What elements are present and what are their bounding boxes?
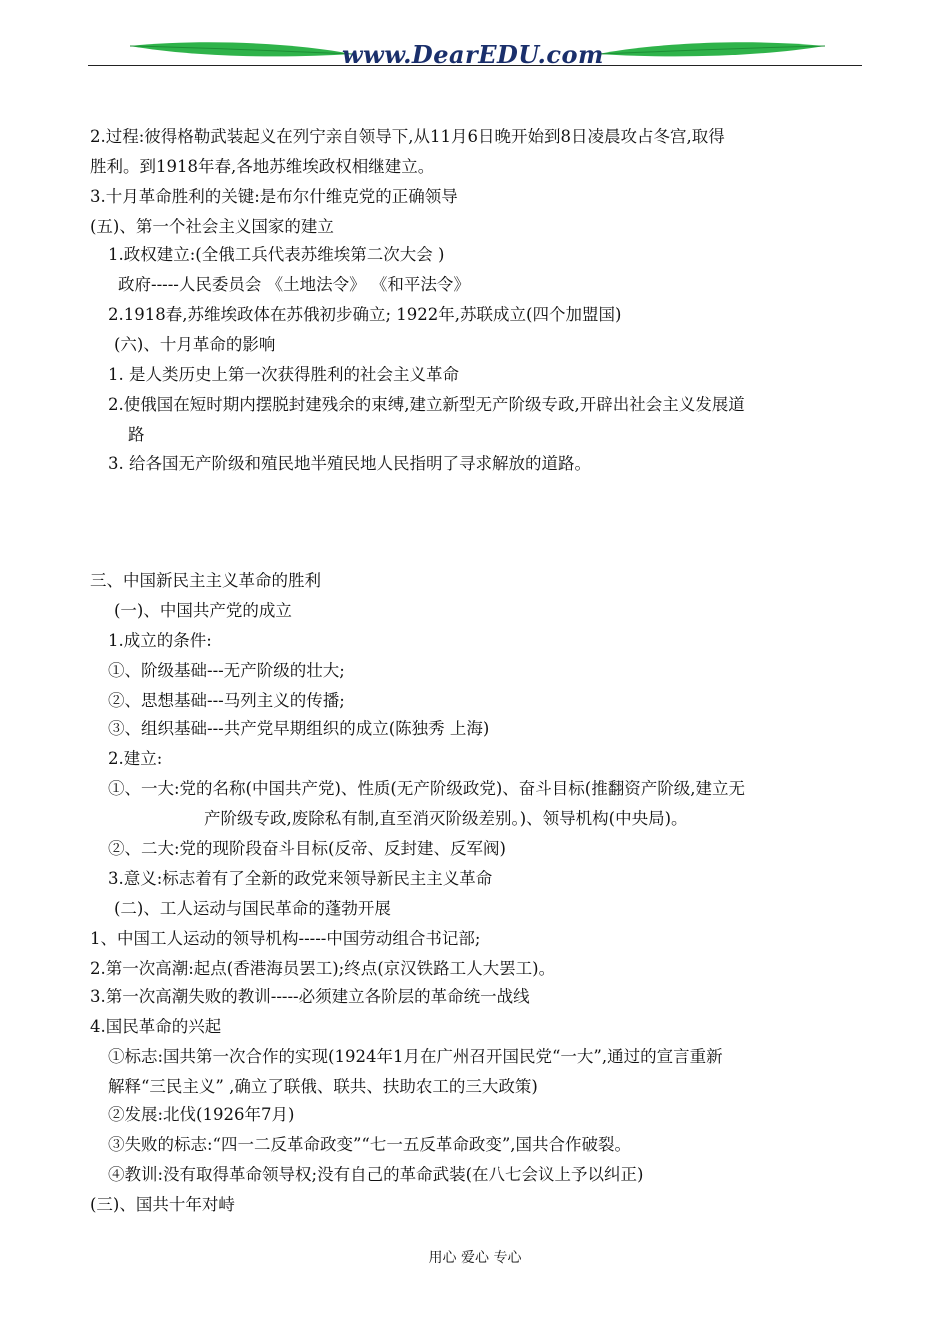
- header-rule: [88, 65, 862, 66]
- text-line: 1.成立的条件:: [108, 631, 212, 650]
- section-heading: (五)、第一个社会主义国家的建立: [90, 217, 334, 236]
- text-line: 4.国民革命的兴起: [90, 1017, 222, 1036]
- text-line: 2.第一次高潮:起点(香港海员罢工);终点(京汉铁路工人大罢工)。: [90, 959, 556, 978]
- text-line: ②、二大:党的现阶段奋斗目标(反帝、反封建、反军阀): [108, 839, 506, 858]
- text-line: 3.第一次高潮失败的教训-----必须建立各阶层的革命统一战线: [90, 987, 530, 1006]
- text-line: 2.使俄国在短时期内摆脱封建残余的束缚,建立新型无产阶级专政,开辟出社会主义发展道: [108, 395, 745, 414]
- text-line: 2.建立:: [108, 749, 163, 768]
- text-line: 路: [128, 425, 145, 444]
- site-logo: www.DearEDU.com: [342, 40, 604, 69]
- text-line: ①、一大:党的名称(中国共产党)、性质(无产阶级政党)、奋斗目标(推翻资产阶级,建立无: [108, 779, 745, 798]
- text-line: 政府-----人民委员会 《土地法令》 《和平法令》: [118, 275, 470, 294]
- page-footer: 用心 爱心 专心: [428, 1250, 522, 1266]
- text-line: ②、思想基础---马列主义的传播;: [108, 691, 345, 710]
- text-line: 胜利。到1918年春,各地苏维埃政权相继建立。: [90, 157, 435, 176]
- text-line: 3.十月革命胜利的关键:是布尔什维克党的正确领导: [90, 187, 458, 206]
- text-line: 2.过程:彼得格勒武装起义在列宁亲自领导下,从11月6日晚开始到8日凌晨攻占冬宫,取得: [90, 127, 725, 146]
- text-line: ①标志:国共第一次合作的实现(1924年1月在广州召开国民党“一大”,通过的宣言重新: [108, 1047, 723, 1066]
- text-line: 1.政权建立:(全俄工兵代表苏维埃第二次大会 ): [108, 245, 445, 264]
- section-heading: (六)、十月革命的影响: [114, 335, 276, 354]
- text-line: ①、阶级基础---无产阶级的壮大;: [108, 661, 345, 680]
- text-line: ③、组织基础---共产党早期组织的成立(陈独秀 上海): [108, 719, 490, 738]
- chapter-heading: 三、中国新民主主义革命的胜利: [90, 571, 321, 590]
- text-line: 3. 给各国无产阶级和殖民地半殖民地人民指明了寻求解放的道路。: [108, 454, 591, 473]
- text-line: ②发展:北伐(1926年7月): [108, 1105, 295, 1124]
- text-line: 解释“三民主义” ,确立了联俄、联共、扶助农工的三大政策): [108, 1077, 538, 1096]
- section-heading: (三)、国共十年对峙: [90, 1195, 235, 1214]
- text-line: 产阶级专政,废除私有制,直至消灭阶级差别。)、领导机构(中央局)。: [204, 809, 688, 828]
- section-heading: (一)、中国共产党的成立: [114, 601, 292, 620]
- text-line: 1. 是人类历史上第一次获得胜利的社会主义革命: [108, 365, 459, 384]
- text-line: 3.意义:标志着有了全新的政党来领导新民主主义革命: [108, 869, 493, 888]
- text-line: 2.1918春,苏维埃政体在苏俄初步确立; 1922年,苏联成立(四个加盟国): [108, 305, 622, 324]
- text-line: ③失败的标志:“四一二反革命政变”“七一五反革命政变”,国共合作破裂。: [108, 1135, 632, 1154]
- section-heading: (二)、工人运动与国民革命的蓬勃开展: [114, 899, 391, 918]
- text-line: ④教训:没有取得革命领导权;没有自己的革命武装(在八七会议上予以纠正): [108, 1165, 644, 1184]
- text-line: 1、中国工人运动的领导机构-----中国劳动组合书记部;: [90, 929, 481, 948]
